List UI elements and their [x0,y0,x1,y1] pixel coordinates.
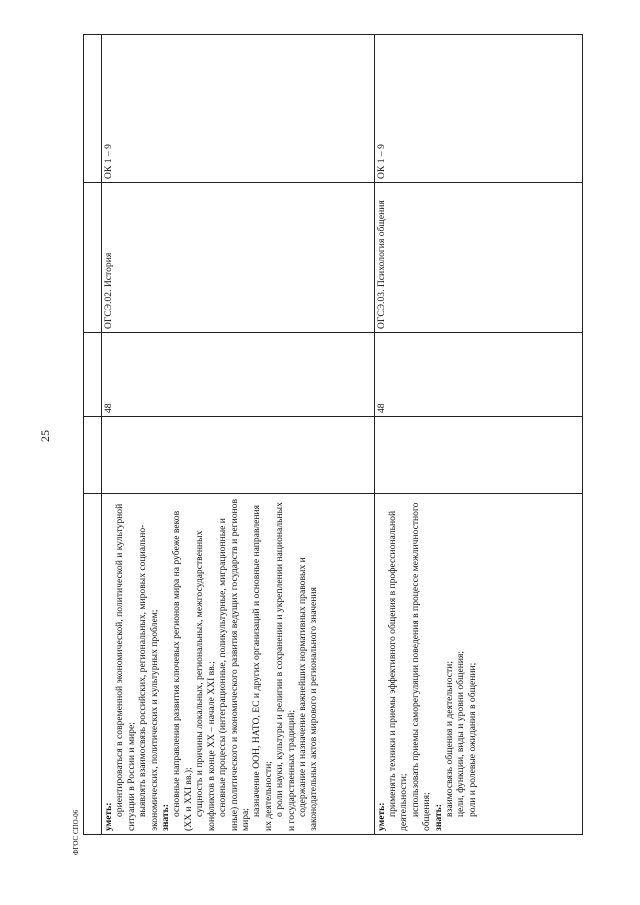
umet-item: использовать приемы саморегуляции поведения в процессе межличностного общения; [409,502,433,831]
hours-cell: 48 [374,333,582,417]
cell-empty [84,333,102,417]
umet-label: уметь: [103,802,115,831]
table-row [102,35,375,835]
znat-item: содержание и назначение важнейших нормативных правовых и законодательных актов мирового и регионального значения [296,557,320,831]
cell-empty [84,494,102,835]
znat-item: назначение ООН, НАТО, ЕС и других организаций и основные направления их деятельности; [251,504,274,831]
umet-item: применять техники и приемы эффективного общения в профессиональной деятельности; [386,510,410,831]
znat-item: основные направления развития ключевых регионов мира на рубеже веков (XX и XXI вв.); [171,510,194,831]
footer-code: ФГОС СПО-06 [72,809,80,855]
curriculum-table [83,34,583,835]
cell-empty [84,417,102,494]
table-row [374,35,582,835]
competencies-cell: ОК 1 – 9 [102,35,375,183]
requirements-cell [102,494,375,835]
znat-item: роли и ролевые ожидания в общении; [466,662,478,817]
page-number: 25 [38,430,52,442]
cell-empty [374,417,582,494]
umet-label: уметь: [375,802,387,831]
hours-cell: 48 [102,333,375,417]
znat-item: о роли науки, культуры и религии в сохранении и укреплении национальных и государственных традиций; [274,502,297,831]
discipline-cell: ОГСЭ.03. Психология общения [374,183,582,333]
znat-item: цели, функции, виды и уровни общения; [455,650,467,817]
znat-item: основные процессы (интеграционные, поликультурные, миграционные и иные) политического и экономического развития ведущих государств и регионов мира; [217,498,251,831]
cell-empty [102,417,375,494]
table-top-row [84,35,102,835]
znat-label: знать: [432,804,444,831]
cell-empty [84,183,102,333]
cell-empty [84,35,102,183]
discipline-cell: ОГСЭ.02. История [102,183,375,333]
umet-item: ориентироваться в современной экономической, политической и культурной ситуации в России и мире; [114,503,137,831]
znat-item: взаимосвязь общения и деятельности; [444,661,455,817]
competencies-cell: ОК 1 – 9 [374,35,582,183]
umet-item: выявлять взаимосвязь российских, региональных, мировых социально-экономических, политических и культурных проблем; [137,524,160,831]
requirements-cell [374,494,582,835]
curriculum-table-wrapper [83,35,583,835]
znat-item: сущность и причины локальных, региональных, межгосударственных конфликтов в конце XX – начале XXI вв.; [194,530,217,831]
znat-label: знать: [160,804,172,831]
